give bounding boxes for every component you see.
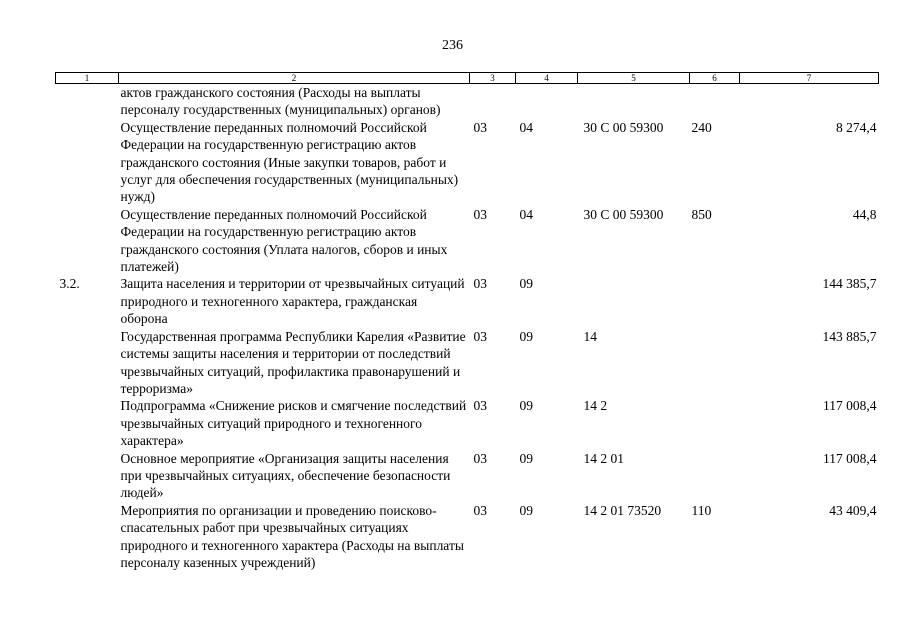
row-expense-type xyxy=(690,397,740,449)
header-cell-3: 3 xyxy=(470,73,516,84)
row-amount: 8 274,4 xyxy=(836,119,877,135)
table-row xyxy=(56,206,879,276)
row-target-code: 30 С 00 59300 xyxy=(583,206,664,222)
row-number xyxy=(56,119,119,206)
row-description: Защита населения и территории от чрезвычайных ситуаций природного и техногенного характера, гражданская оборона xyxy=(120,276,465,327)
row-amount: 117 008,4 xyxy=(823,398,877,414)
row-number xyxy=(56,397,119,449)
row-section: 03 xyxy=(473,398,487,414)
header-cell-1: 1 xyxy=(56,73,119,84)
row-expense-type: 110 xyxy=(691,502,712,518)
row-number xyxy=(56,206,119,276)
row-section: 03 xyxy=(473,276,487,292)
row-expense-type xyxy=(690,84,740,119)
row-amount: 44,8 xyxy=(852,206,877,222)
row-expense-type xyxy=(690,328,740,398)
table-row xyxy=(56,275,879,327)
row-amount: 144 385,7 xyxy=(822,276,877,292)
row-description: Подпрограмма «Снижение рисков и смягчение последствий чрезвычайных ситуаций природного и техногенного характера» xyxy=(120,398,467,449)
table-row xyxy=(56,450,879,502)
row-amount: 117 008,4 xyxy=(823,450,877,466)
budget-table xyxy=(55,72,879,571)
row-expense-type: 240 xyxy=(691,119,712,135)
row-subsection: 09 xyxy=(519,328,533,344)
row-description: актов гражданского состояния (Расходы на выплаты персоналу государственных (муниципальных) органов) xyxy=(120,85,441,118)
table-header xyxy=(56,73,879,84)
header-cell-7: 7 xyxy=(740,73,879,84)
row-target-code: 14 2 01 73520 xyxy=(583,502,662,518)
row-description: Мероприятия по организации и проведению поисково-спасательных работ при чрезвычайных ситуациях природного и техногенного характера (Расходы на выплаты персоналу казенных учреждений) xyxy=(120,502,464,570)
row-amount: 43 409,4 xyxy=(829,502,877,518)
row-description: Основное мероприятие «Организация защиты населения при чрезвычайных ситуациях, обеспечение безопасности людей» xyxy=(120,450,451,501)
table-row xyxy=(56,119,879,206)
row-expense-type xyxy=(690,275,740,327)
row-number xyxy=(56,84,119,119)
row-expense-type: 850 xyxy=(691,206,712,222)
row-target-code xyxy=(578,84,690,119)
row-number xyxy=(56,328,119,398)
row-subsection: 09 xyxy=(519,450,533,466)
table-row xyxy=(56,328,879,398)
header-row xyxy=(56,73,879,84)
row-target-code: 14 xyxy=(583,328,597,344)
table-row xyxy=(56,84,879,119)
row-description: Осуществление переданных полномочий Российской Федерации на государственную регистрацию актов гражданского состояния (Уплата налогов, сборов и иных платежей) xyxy=(120,206,448,275)
row-description: Осуществление переданных полномочий Российской Федерации на государственную регистрацию актов гражданского состояния (Иные закупки товаров, работ и услуг для обеспечения государственных (муниципальных) нужд) xyxy=(120,119,459,205)
row-number xyxy=(56,450,119,502)
table-row xyxy=(56,502,879,572)
page-number: 236 xyxy=(442,38,463,53)
header-cell-4: 4 xyxy=(516,73,578,84)
row-target-code xyxy=(578,275,690,327)
row-target-code: 14 2 xyxy=(583,398,608,414)
row-subsection: 09 xyxy=(519,276,533,292)
row-target-code: 30 С 00 59300 xyxy=(583,119,664,135)
row-subsection: 09 xyxy=(519,502,533,518)
row-section: 03 xyxy=(473,119,487,135)
row-expense-type xyxy=(690,450,740,502)
row-amount: 143 885,7 xyxy=(822,328,877,344)
row-subsection: 04 xyxy=(519,119,533,135)
row-number xyxy=(56,502,119,572)
header-cell-5: 5 xyxy=(578,73,690,84)
header-cell-6: 6 xyxy=(690,73,740,84)
row-section: 03 xyxy=(473,206,487,222)
row-section: 03 xyxy=(473,450,487,466)
row-subsection: 04 xyxy=(519,206,533,222)
row-subsection xyxy=(516,84,578,119)
row-subsection: 09 xyxy=(519,398,533,414)
row-section xyxy=(470,84,516,119)
row-section: 03 xyxy=(473,502,487,518)
row-description: Государственная программа Республики Карелия «Развитие системы защиты населения и территории от последствий чрезвычайных ситуаций, профилактика правонарушений и терроризма» xyxy=(120,328,466,396)
row-amount xyxy=(740,84,879,119)
row-section: 03 xyxy=(473,328,487,344)
row-target-code: 14 2 01 xyxy=(583,450,624,466)
header-cell-2: 2 xyxy=(119,73,470,84)
row-number: 3.2. xyxy=(59,276,80,292)
table-row xyxy=(56,397,879,449)
